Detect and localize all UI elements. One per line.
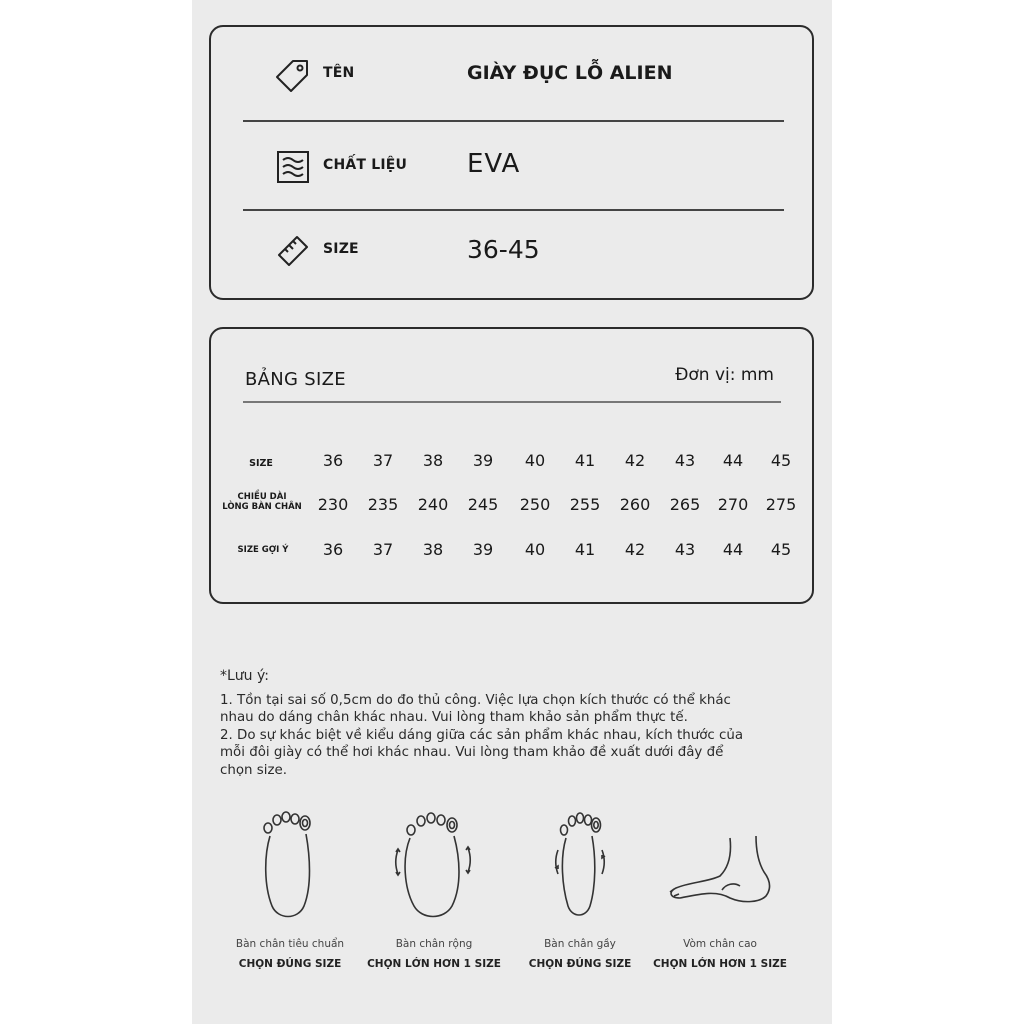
row-label-suggested-size: SIZE GỢI Ý bbox=[237, 545, 289, 555]
size-cell: 42 bbox=[624, 451, 646, 470]
wide-foot-icon bbox=[394, 806, 474, 926]
material-value: EVA bbox=[467, 149, 521, 179]
foot-length-cell: 245 bbox=[467, 495, 499, 514]
suggested-size-cell: 41 bbox=[574, 540, 596, 559]
foot-type-thin bbox=[510, 806, 650, 970]
foot-action: CHỌN LỚN HƠN 1 SIZE bbox=[653, 958, 787, 970]
suggested-size-cell: 43 bbox=[674, 540, 696, 559]
suggested-size-cell: 36 bbox=[322, 540, 344, 559]
size-cell: 36 bbox=[322, 451, 344, 470]
size-cell: 39 bbox=[472, 451, 494, 470]
info-row-material bbox=[211, 137, 812, 197]
foot-type-wide bbox=[364, 806, 504, 970]
high-arch-foot-icon bbox=[660, 806, 780, 926]
notes-line: nhau do dáng chân khác nhau. Vui lòng tham khảo sản phẩm thực tế. bbox=[220, 710, 688, 725]
notes bbox=[220, 668, 800, 779]
suggested-size-cell: 37 bbox=[372, 540, 394, 559]
size-cell: 37 bbox=[372, 451, 394, 470]
foot-length-cell: 260 bbox=[619, 495, 651, 514]
suggested-size-cell: 39 bbox=[472, 540, 494, 559]
tag-icon bbox=[275, 57, 311, 93]
foot-caption: Vòm chân cao bbox=[683, 938, 757, 950]
foot-length-cell: 270 bbox=[717, 495, 749, 514]
info-label: TÊN bbox=[323, 65, 355, 81]
size-table-title: BẢNG SIZE bbox=[245, 369, 346, 390]
foot-caption: Bàn chân tiêu chuẩn bbox=[235, 938, 345, 950]
notes-line: 2. Do sự khác biệt về kiểu dáng giữa các sản phẩm khác nhau, kích thước của bbox=[220, 727, 744, 743]
size-cell: 45 bbox=[770, 451, 792, 470]
row-label-foot-length: CHIỀU DÀI LÒNG BÀN CHÂN bbox=[222, 492, 302, 512]
size-range-value: 36-45 bbox=[467, 235, 540, 264]
foot-length-cell: 235 bbox=[367, 495, 399, 514]
size-cell: 40 bbox=[524, 451, 546, 470]
size-unit: Đơn vị: mm bbox=[675, 365, 774, 385]
divider bbox=[243, 120, 784, 122]
foot-caption: Bàn chân rộng bbox=[395, 938, 473, 950]
size-table-card bbox=[209, 327, 814, 604]
size-cell: 38 bbox=[422, 451, 444, 470]
foot-length-cell: 240 bbox=[417, 495, 449, 514]
standard-foot-icon bbox=[250, 806, 330, 926]
info-label: CHẤT LIỆU bbox=[323, 157, 408, 173]
foot-length-cell: 230 bbox=[317, 495, 349, 514]
foot-length-cell: 275 bbox=[765, 495, 797, 514]
foot-type-standard bbox=[220, 806, 360, 970]
product-info-card bbox=[209, 25, 814, 300]
suggested-size-cell: 38 bbox=[422, 540, 444, 559]
notes-line: chọn size. bbox=[220, 762, 288, 778]
divider bbox=[243, 401, 781, 403]
suggested-size-cell: 40 bbox=[524, 540, 546, 559]
ruler-icon bbox=[275, 233, 311, 269]
foot-action: CHỌN ĐÚNG SIZE bbox=[528, 958, 632, 970]
info-row-size bbox=[211, 221, 812, 281]
suggested-size-cell: 44 bbox=[722, 540, 744, 559]
foot-length-cell: 255 bbox=[569, 495, 601, 514]
info-row-name bbox=[211, 45, 812, 105]
thin-foot-icon bbox=[540, 806, 620, 926]
foot-caption: Bàn chân gầy bbox=[544, 938, 616, 950]
fabric-layers-icon bbox=[275, 149, 311, 185]
notes-line: 1. Tồn tại sai số 0,5cm do đo thủ công. Việc lựa chọn kích thước có thể khác bbox=[220, 692, 731, 708]
size-cell: 43 bbox=[674, 451, 696, 470]
row-label-size: SIZE bbox=[249, 458, 273, 469]
product-name-value: GIÀY ĐỤC LỖ ALIEN bbox=[467, 62, 673, 84]
suggested-size-cell: 42 bbox=[624, 540, 646, 559]
size-cell: 44 bbox=[722, 451, 744, 470]
foot-action: CHỌN LỚN HƠN 1 SIZE bbox=[367, 958, 501, 970]
foot-type-high-arch bbox=[650, 806, 790, 970]
notes-line: mỗi đôi giày có thể hơi khác nhau. Vui lòng tham khảo đề xuất dưới đây để bbox=[220, 745, 724, 760]
suggested-size-cell: 45 bbox=[770, 540, 792, 559]
foot-length-cell: 250 bbox=[519, 495, 551, 514]
size-cell: 41 bbox=[574, 451, 596, 470]
info-label: SIZE bbox=[323, 241, 359, 257]
notes-heading: *Lưu ý: bbox=[220, 668, 269, 684]
foot-action: CHỌN ĐÚNG SIZE bbox=[238, 958, 342, 970]
divider bbox=[243, 209, 784, 211]
foot-length-cell: 265 bbox=[669, 495, 701, 514]
